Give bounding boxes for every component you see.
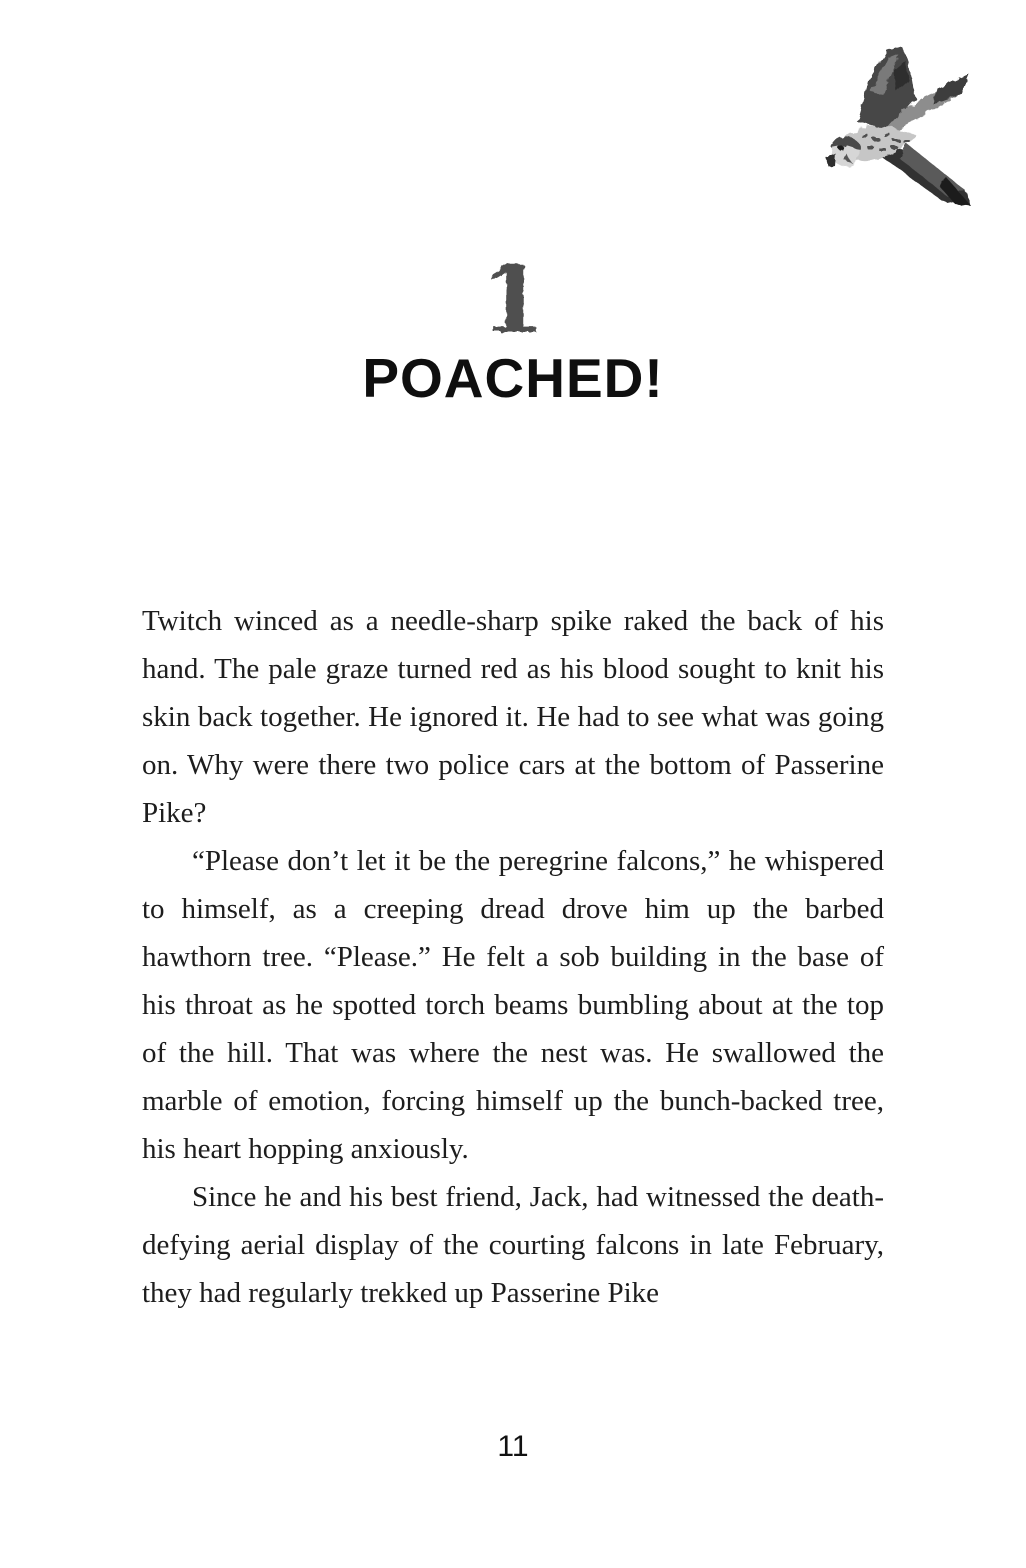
chapter-title: POACHED!	[362, 347, 664, 409]
chapter-number	[0, 248, 1026, 352]
body-paragraph: “Please don’t let it be the peregrine falcons,” he whispered to himself, as a creeping dread drove him up the barbed hawthorn tree. “Please.” He felt a sob building in the base of his throat as he spotted torch beams bumbling about at the top of the hill. That was where the nest was. He swallowed the marble of emotion, forcing himself up the bunch-backed tree, his heart hopping anxiously.	[142, 845, 884, 1165]
body-text-block	[142, 597, 884, 1317]
page-number: 11	[497, 1430, 529, 1463]
body-paragraph: Since he and his best friend, Jack, had witnessed the death-defying aerial display of the courting falcons in late February, they had regularly trekked up Passerine Pike	[142, 1181, 884, 1309]
body-paragraph: Twitch winced as a needle-sharp spike raked the back of his hand. The pale graze turned red as his blood sought to knit his skin back together. He ignored it. He had to see what was going on. Why were there two police cars at the bottom of Passerine Pike?	[142, 605, 884, 829]
falcon-watercolor-illustration	[818, 40, 980, 210]
chapter-number-text: 1	[480, 248, 546, 352]
